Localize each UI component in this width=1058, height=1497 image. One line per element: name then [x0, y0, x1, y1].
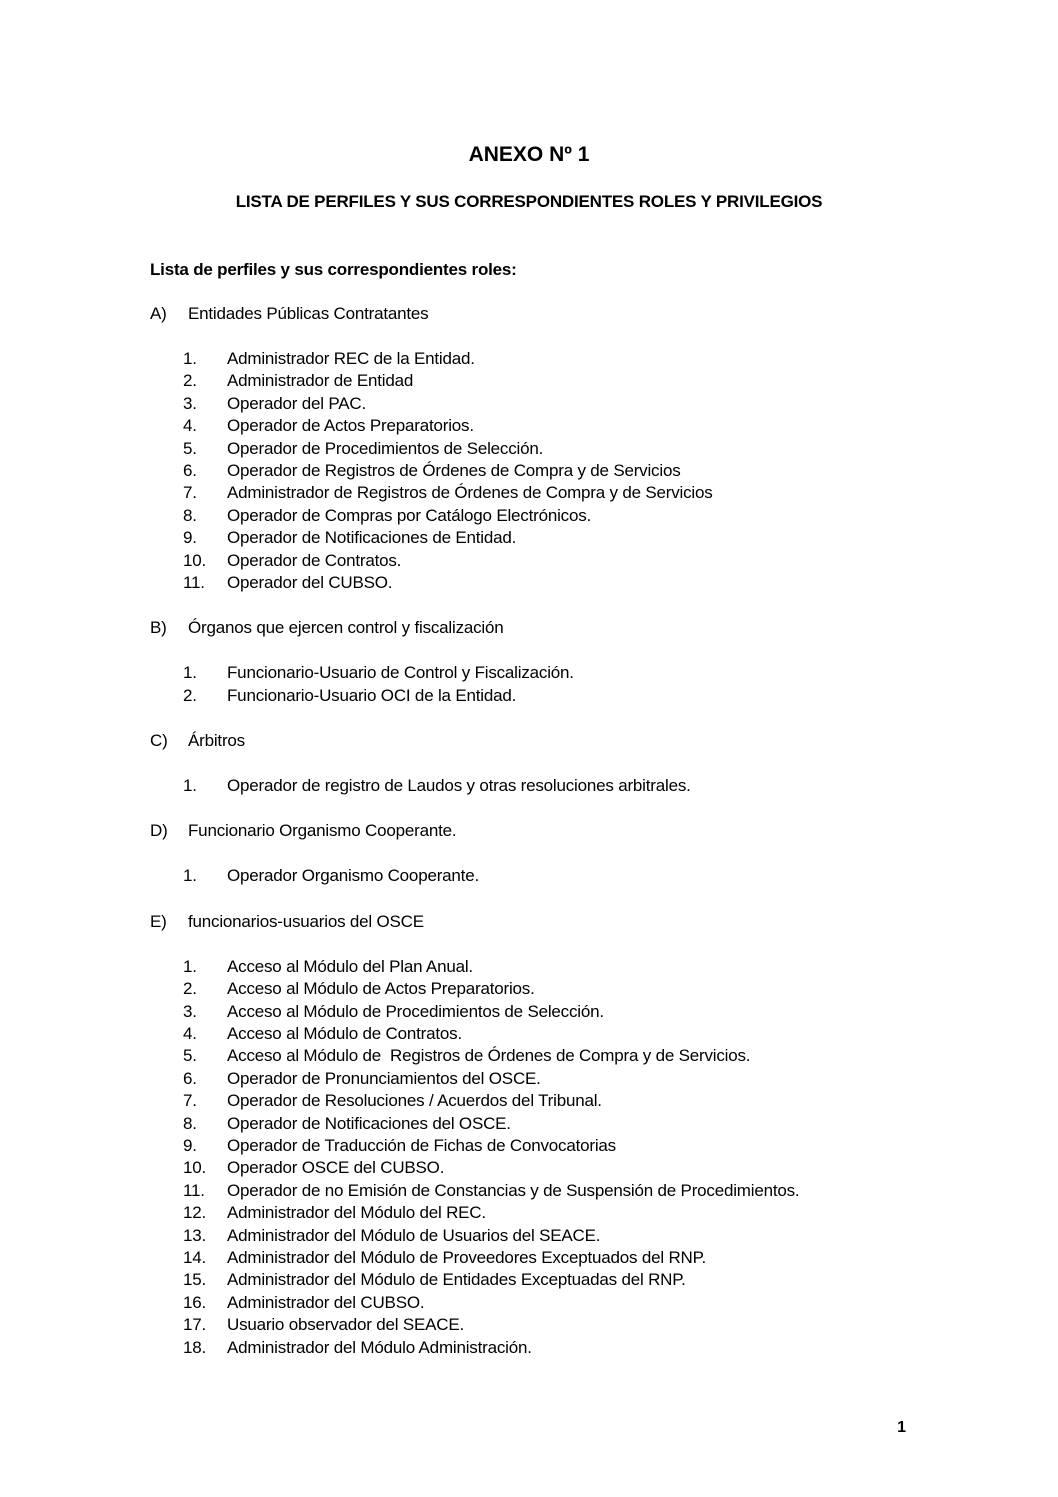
item-number: 1. [183, 776, 197, 796]
item-number: 5. [183, 438, 197, 458]
item-number: 4. [183, 1024, 197, 1044]
item-text: Operador de Procedimientos de Selección. [227, 438, 544, 458]
item-text: Administrador REC de la Entidad. [227, 349, 475, 368]
item-text: Acceso al Módulo del Plan Anual. [227, 956, 473, 976]
item-text: Operador de Pronunciamientos del OSCE. [227, 1068, 541, 1088]
list-item [150, 415, 950, 437]
list-item [150, 685, 950, 707]
list-item [150, 1247, 950, 1269]
list-item [150, 956, 950, 978]
group-label: Entidades Públicas Contratantes [188, 304, 429, 323]
item-text: Funcionario-Usuario de Control y Fiscalización. [227, 663, 574, 683]
item-number: 1. [183, 866, 197, 886]
list-item [150, 1337, 950, 1359]
list-item [150, 1292, 950, 1314]
item-number: 2. [183, 685, 197, 705]
list-item [150, 527, 950, 549]
group-header [150, 730, 950, 752]
item-text: Acceso al Módulo de Contratos. [227, 1024, 462, 1044]
item-number: 14. [183, 1247, 207, 1267]
item-number: 1. [183, 956, 197, 976]
list-item [150, 1225, 950, 1247]
role-list [150, 865, 950, 887]
item-number: 15. [183, 1270, 207, 1290]
item-text: Funcionario-Usuario OCI de la Entidad. [227, 685, 517, 705]
item-number: 8. [183, 505, 197, 525]
profile-group [150, 820, 950, 887]
item-text: Acceso al Módulo de Actos Preparatorios. [227, 979, 535, 999]
item-number: 10. [183, 550, 207, 570]
item-number: 13. [183, 1225, 207, 1245]
item-number: 12. [183, 1203, 207, 1223]
item-text: Operador de Notificaciones de Entidad. [227, 528, 517, 548]
item-number: 3. [183, 1001, 197, 1021]
item-text: Administrador del CUBSO. [227, 1292, 425, 1312]
page-subtitle: LISTA DE PERFILES Y SUS CORRESPONDIENTES ROLES Y PRIVILEGIOS [235, 192, 823, 211]
list-item [150, 550, 950, 572]
item-number: 3. [183, 393, 197, 413]
item-text: Administrador de Entidad [227, 371, 414, 391]
item-text: Operador de Registros de Órdenes de Compra y de Servicios [227, 460, 681, 480]
list-item [150, 1090, 950, 1112]
page-number: 1 [897, 1419, 906, 1436]
item-text: Operador de registro de Laudos y otras resoluciones arbitrales. [227, 776, 691, 796]
list-item [150, 438, 950, 460]
list-item [150, 1135, 950, 1157]
list-item [150, 1314, 950, 1336]
list-item [150, 865, 950, 887]
item-text: Usuario observador del SEACE. [227, 1315, 465, 1335]
group-label: funcionarios-usuarios del OSCE [188, 911, 424, 931]
role-list [150, 956, 950, 1359]
item-text: Acceso al Módulo de Registros de Órdenes de Compra y de Servicios. [227, 1046, 751, 1066]
item-text: Operador de Actos Preparatorios. [227, 416, 474, 436]
profile-group [150, 730, 950, 797]
list-item [150, 1113, 950, 1135]
item-number: 16. [183, 1292, 207, 1312]
role-list [150, 775, 950, 797]
item-text: Administrador del Módulo del REC. [227, 1203, 486, 1223]
item-number: 1. [183, 663, 197, 683]
item-number: 5. [183, 1046, 197, 1066]
list-item [150, 1068, 950, 1090]
list-item [150, 505, 950, 527]
list-item [150, 1045, 950, 1067]
item-text: Administrador del Módulo Administración. [227, 1337, 532, 1357]
item-number: 17. [183, 1315, 207, 1335]
item-text: Operador de Traducción de Fichas de Convocatorias [227, 1135, 616, 1155]
item-number: 1. [183, 349, 197, 368]
item-number: 7. [183, 1091, 197, 1111]
item-text: Operador de no Emisión de Constancias y de Suspensión de Procedimientos. [227, 1180, 800, 1200]
group-header [150, 820, 950, 842]
item-text: Operador OSCE del CUBSO. [227, 1158, 445, 1178]
item-text: Operador del PAC. [227, 393, 366, 413]
item-text: Operador de Contratos. [227, 550, 402, 570]
group-label: Funcionario Organismo Cooperante. [188, 821, 457, 841]
profile-group [150, 303, 950, 594]
list-item [150, 1202, 950, 1224]
list-item [150, 348, 950, 370]
item-number: 18. [183, 1337, 207, 1357]
profile-group [150, 617, 950, 707]
item-number: 9. [183, 528, 197, 548]
item-text: Acceso al Módulo de Procedimientos de Selección. [227, 1001, 604, 1021]
group-header [150, 617, 950, 639]
group-letter: E) [150, 911, 167, 931]
list-item [150, 1023, 950, 1045]
group-letter: C) [150, 731, 168, 751]
item-number: 4. [183, 416, 197, 436]
item-text: Administrador del Módulo de Proveedores Exceptuados del RNP. [227, 1247, 707, 1267]
group-label: Árbitros [188, 731, 245, 751]
list-item [150, 1001, 950, 1023]
item-number: 6. [183, 460, 197, 480]
page-title: ANEXO Nº 1 [468, 143, 590, 166]
section-heading: Lista de perfiles y sus correspondientes roles: [150, 260, 517, 279]
item-number: 11. [183, 572, 205, 592]
group-header [150, 303, 950, 325]
item-number: 9. [183, 1135, 197, 1155]
item-text: Operador de Compras por Catálogo Electrónicos. [227, 505, 592, 525]
list-item [150, 482, 950, 504]
item-number: 7. [183, 483, 197, 503]
item-text: Administrador de Registros de Órdenes de Compra y de Servicios [227, 483, 713, 503]
list-item [150, 393, 950, 415]
item-text: Operador Organismo Cooperante. [227, 866, 479, 886]
list-item [150, 775, 950, 797]
item-number: 10. [183, 1158, 207, 1178]
item-number: 8. [183, 1113, 197, 1133]
group-letter: B) [150, 618, 167, 638]
item-text: Administrador del Módulo de Usuarios del SEACE. [227, 1225, 601, 1245]
list-item [150, 662, 950, 684]
list-item [150, 460, 950, 482]
list-item [150, 978, 950, 1000]
item-text: Operador de Notificaciones del OSCE. [227, 1113, 511, 1133]
item-text: Administrador del Módulo de Entidades Exceptuadas del RNP. [227, 1270, 686, 1290]
list-item [150, 370, 950, 392]
item-number: 6. [183, 1068, 197, 1088]
group-letter: D) [150, 821, 168, 841]
item-number: 2. [183, 979, 197, 999]
group-letter: A) [150, 304, 167, 323]
item-text: Operador del CUBSO. [227, 572, 393, 592]
list-item [150, 1180, 950, 1202]
item-text: Operador de Resoluciones / Acuerdos del Tribunal. [227, 1091, 602, 1111]
list-item [150, 1157, 950, 1179]
item-number: 11. [183, 1180, 205, 1200]
profile-group [150, 911, 950, 1359]
role-list [150, 662, 950, 707]
role-list [150, 348, 950, 594]
group-header [150, 911, 950, 933]
profile-groups [150, 303, 950, 1359]
group-label: Órganos que ejercen control y fiscalización [188, 618, 504, 638]
list-item [150, 572, 950, 594]
list-item [150, 1269, 950, 1291]
item-number: 2. [183, 371, 197, 391]
